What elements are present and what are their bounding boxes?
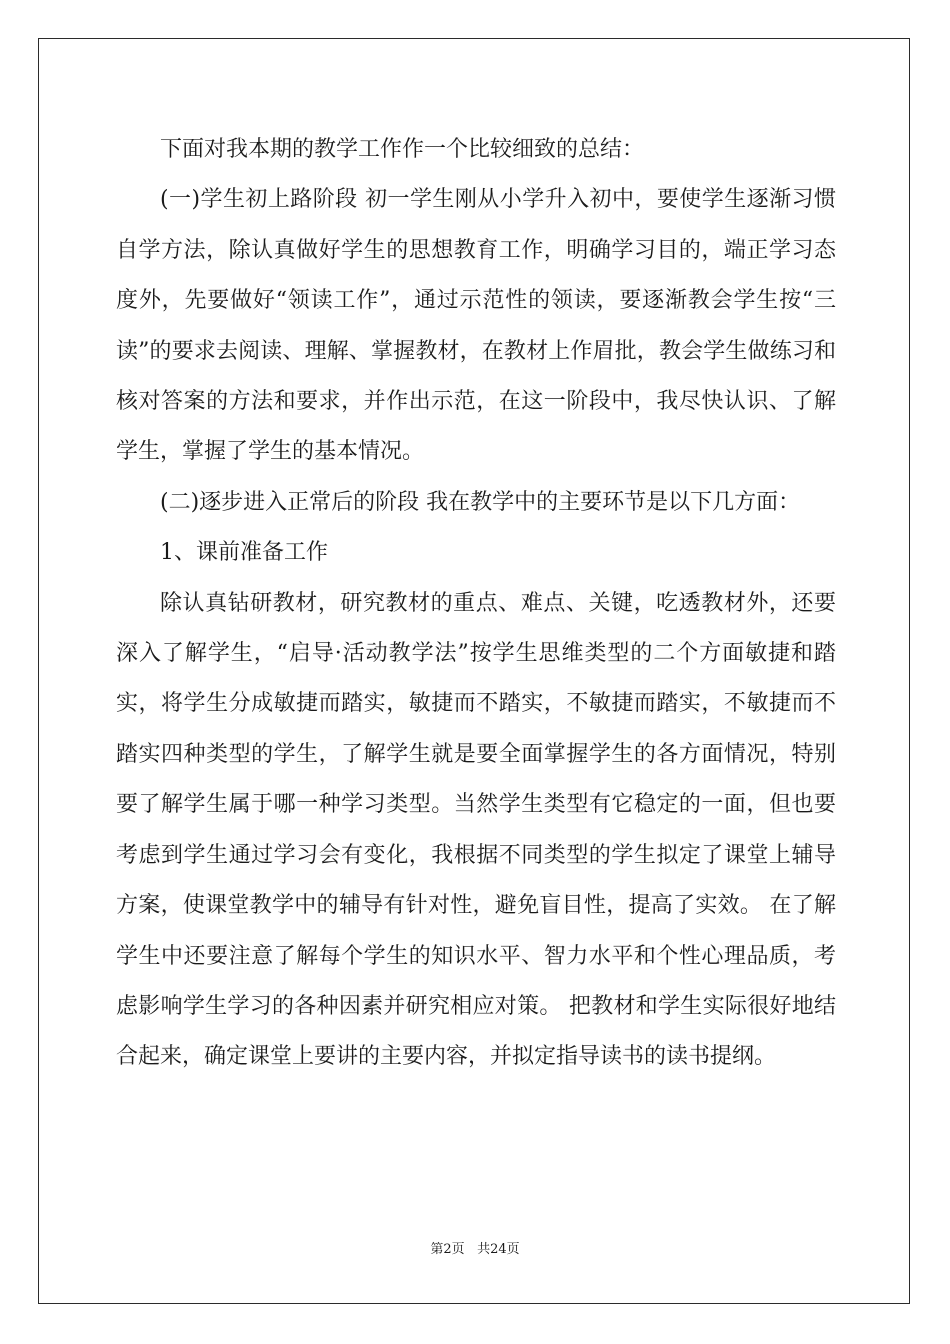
paragraph-stage-two: (二)逐步进入正常后的阶段 我在教学中的主要环节是以下几方面： <box>160 489 801 515</box>
paragraph-intro: 下面对我本期的教学工作作一个比较细致的总结： <box>160 137 645 162</box>
section-heading-preparation: 1、课前准备工作 <box>160 540 328 566</box>
total-pages: 共24页 <box>477 1242 520 1257</box>
paragraph-preparation: 除认真钻研教材，研究教材的重点、难点、关键，吃透教材外，还要深入了解学生，“启导·活动教学法”按学生思维类型的二个方面敏捷和踏实，将学生分成敏捷而踏实，敏捷而不踏实，不敏捷而踏实，不敏捷而不踏实四种类型的学生，了解学生就是要全面掌握学生的各方面情况，特别要了解学生属于哪一种学习类型。当然学生类型有它稳定的一面，但也要考虑到学生通过学习会有变化，我根据不同类型的学生拟定了课堂上辅导方案，使课堂教学中的辅导有针对性，避免盲目性，提高了实效。 在了解学生中还要注意了解每个学生的知识水平、智力水平和个性心理品质，考虑影响学生学习的各种因素并研究相应对策。 把教材和学生实际很好地结合起来，确定课堂上要讲的主要内容，并拟定指导读书的读书提纲。 <box>116 590 836 1070</box>
document-body <box>116 125 836 1083</box>
page-number: 第2页 <box>430 1242 465 1257</box>
paragraph-stage-one: (一)学生初上路阶段 初一学生刚从小学升入初中，要使学生逐渐习惯自学方法，除认真做好学生的思想教育工作，明确学习目的，端正学习态度外，先要做好“领读工作”，通过示范性的领读，要逐渐教会学生按“三读”的要求去阅读、理解、掌握教材，在教材上作眉批，教会学生做练习和核对答案的方法和要求，并作出示范，在这一阶段中，我尽快认识、了解学生，掌握了学生的基本情况。 <box>116 187 836 465</box>
page-footer <box>0 1238 950 1257</box>
